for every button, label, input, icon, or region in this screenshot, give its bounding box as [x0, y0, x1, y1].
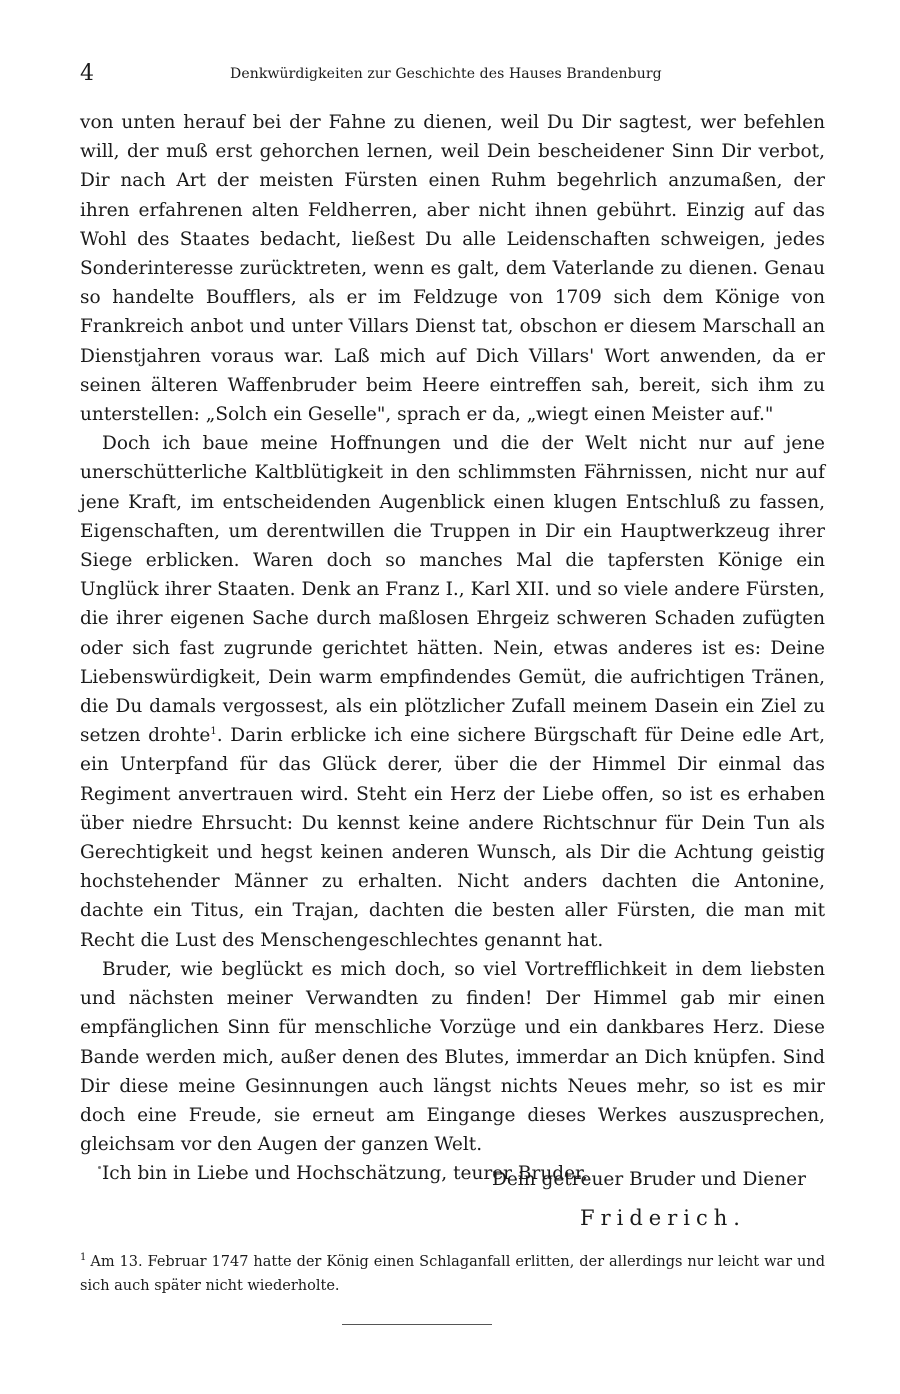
paragraph-3: Bruder, wie beglückt es mich doch, so viel Vortrefflichkeit in dem liebsten und nächsten meiner Verwandten zu finden! Der Himmel gab mir einen empfänglichen Sinn für menschliche Vorzüge und ein dankbares Herz. Diese Bande werden mich, außer denen des Blutes, immerdar an Dich knüpfen. Sind Dir diese meine Gesinnungen auch längst nichts Neues mehr, so ist es mir doch eine Freude, sie erneut am Eingange dieses Werkes auszusprechen, gleichsam vor den Augen der ganzen Welt. [80, 958, 825, 1156]
page-number: 4 [80, 61, 94, 86]
paragraph-2-text-b: . Darin erblicke ich eine sichere Bürgschaft für Deine edle Art, ein Unterpfand für das Glück derer, über die der Himmel Dir einmal das Regiment anvertrauen wird. Steht ein Herz der Liebe offen, so ist es erhaben über niedre Ehrsucht: Du kennst keine andere Richtschnur für Dein Tun als Gerechtigkeit und hegst keinen anderen Wunsch, als Dir die Achtung geistig hochstehender Männer zu erhalten. Nicht anders dachten die Antonine, dachte ein Titus, ein Trajan, dachten die besten aller Fürsten, die man mit Recht die Lust des Menschengeschlechtes genannt hat. [80, 725, 825, 951]
signature-block [80, 1162, 825, 1242]
body-text [80, 108, 825, 1189]
running-head: Denkwürdigkeiten zur Geschichte des Hauses Brandenburg [230, 66, 662, 82]
paragraph-1: von unten herauf bei der Fahne zu dienen, weil Du Dir sagtest, wer befehlen will, der muß erst gehorchen lernen, weil Dein bescheidener Sinn Dir verbot, Dir nach Art der meisten Fürsten einen Ruhm begehrlich anzumaßen, der ihren erfahrenen alten Feldherren, aber nicht ihnen gebührt. Einzig auf das Wohl des Staates bedacht, ließest Du alle Leidenschaften schweigen, jedes Sonderinteresse zurücktreten, wenn es galt, dem Vaterlande zu dienen. Genau so handelte Boufflers, als er im Feldzuge von 1709 sich dem Könige von Frankreich anbot und unter Villars Dienst tat, obschon er diesem Marschall an Dienstjahren voraus war. Laß mich auf Dich Villars' Wort anwenden, da er seinen älteren Waffenbruder beim Heere eintreffen sah, bereit, sich ihm zu unterstellen: „Solch ein Geselle", sprach er da, „wiegt einen Meister auf." [80, 112, 825, 426]
footnote-mark: 1 [80, 1252, 87, 1264]
footer-rule [342, 1324, 492, 1325]
footnote-text: Am 13. Februar 1747 hatte der König einen Schlaganfall erlitten, der allerdings nur leicht war und sich auch später nicht wiederholte. [80, 1254, 825, 1294]
footnote-reference[interactable]: 1 [210, 726, 217, 738]
valediction: Dein getreuer Bruder und Diener [492, 1169, 806, 1190]
signature-name: Friderich. [580, 1206, 746, 1230]
paragraph-2-text-a: Doch ich baue meine Hoffnungen und die der Welt nicht nur auf jene unerschütterliche Kaltblütigkeit in den schlimmsten Fährnissen, nicht nur auf jene Kraft, im entscheidenden Augenblick einen klugen Entschluß zu fassen, Eigenschaften, um derentwillen die Truppen in Dir ein Hauptwerkzeug ihrer Siege erblicken. Waren doch so manches Mal die tapfersten Könige ein Unglück ihrer Staaten. Denk an Franz I., Karl XII. und so viele andere Fürsten, die ihrer eigenen Sache durch maßlosen Ehrgeiz schweren Schaden zufügten oder sich fast zugrunde gerichtet hätten. Nein, etwas anderes ist es: Deine Liebenswürdigkeit, Dein warm empfindendes Gemüt, die aufrichtigen Tränen, die Du damals vergossest, als ein plötzlicher Zufall meinem Dasein ein Ziel zu setzen drohte [80, 433, 825, 747]
page-header [80, 58, 825, 90]
paragraph-2 [80, 429, 825, 955]
closing-line: Ich bin in Liebe und Hochschätzung, teurer Bruder, [102, 1163, 588, 1185]
footnote [80, 1250, 825, 1298]
print-speck [98, 1166, 101, 1169]
